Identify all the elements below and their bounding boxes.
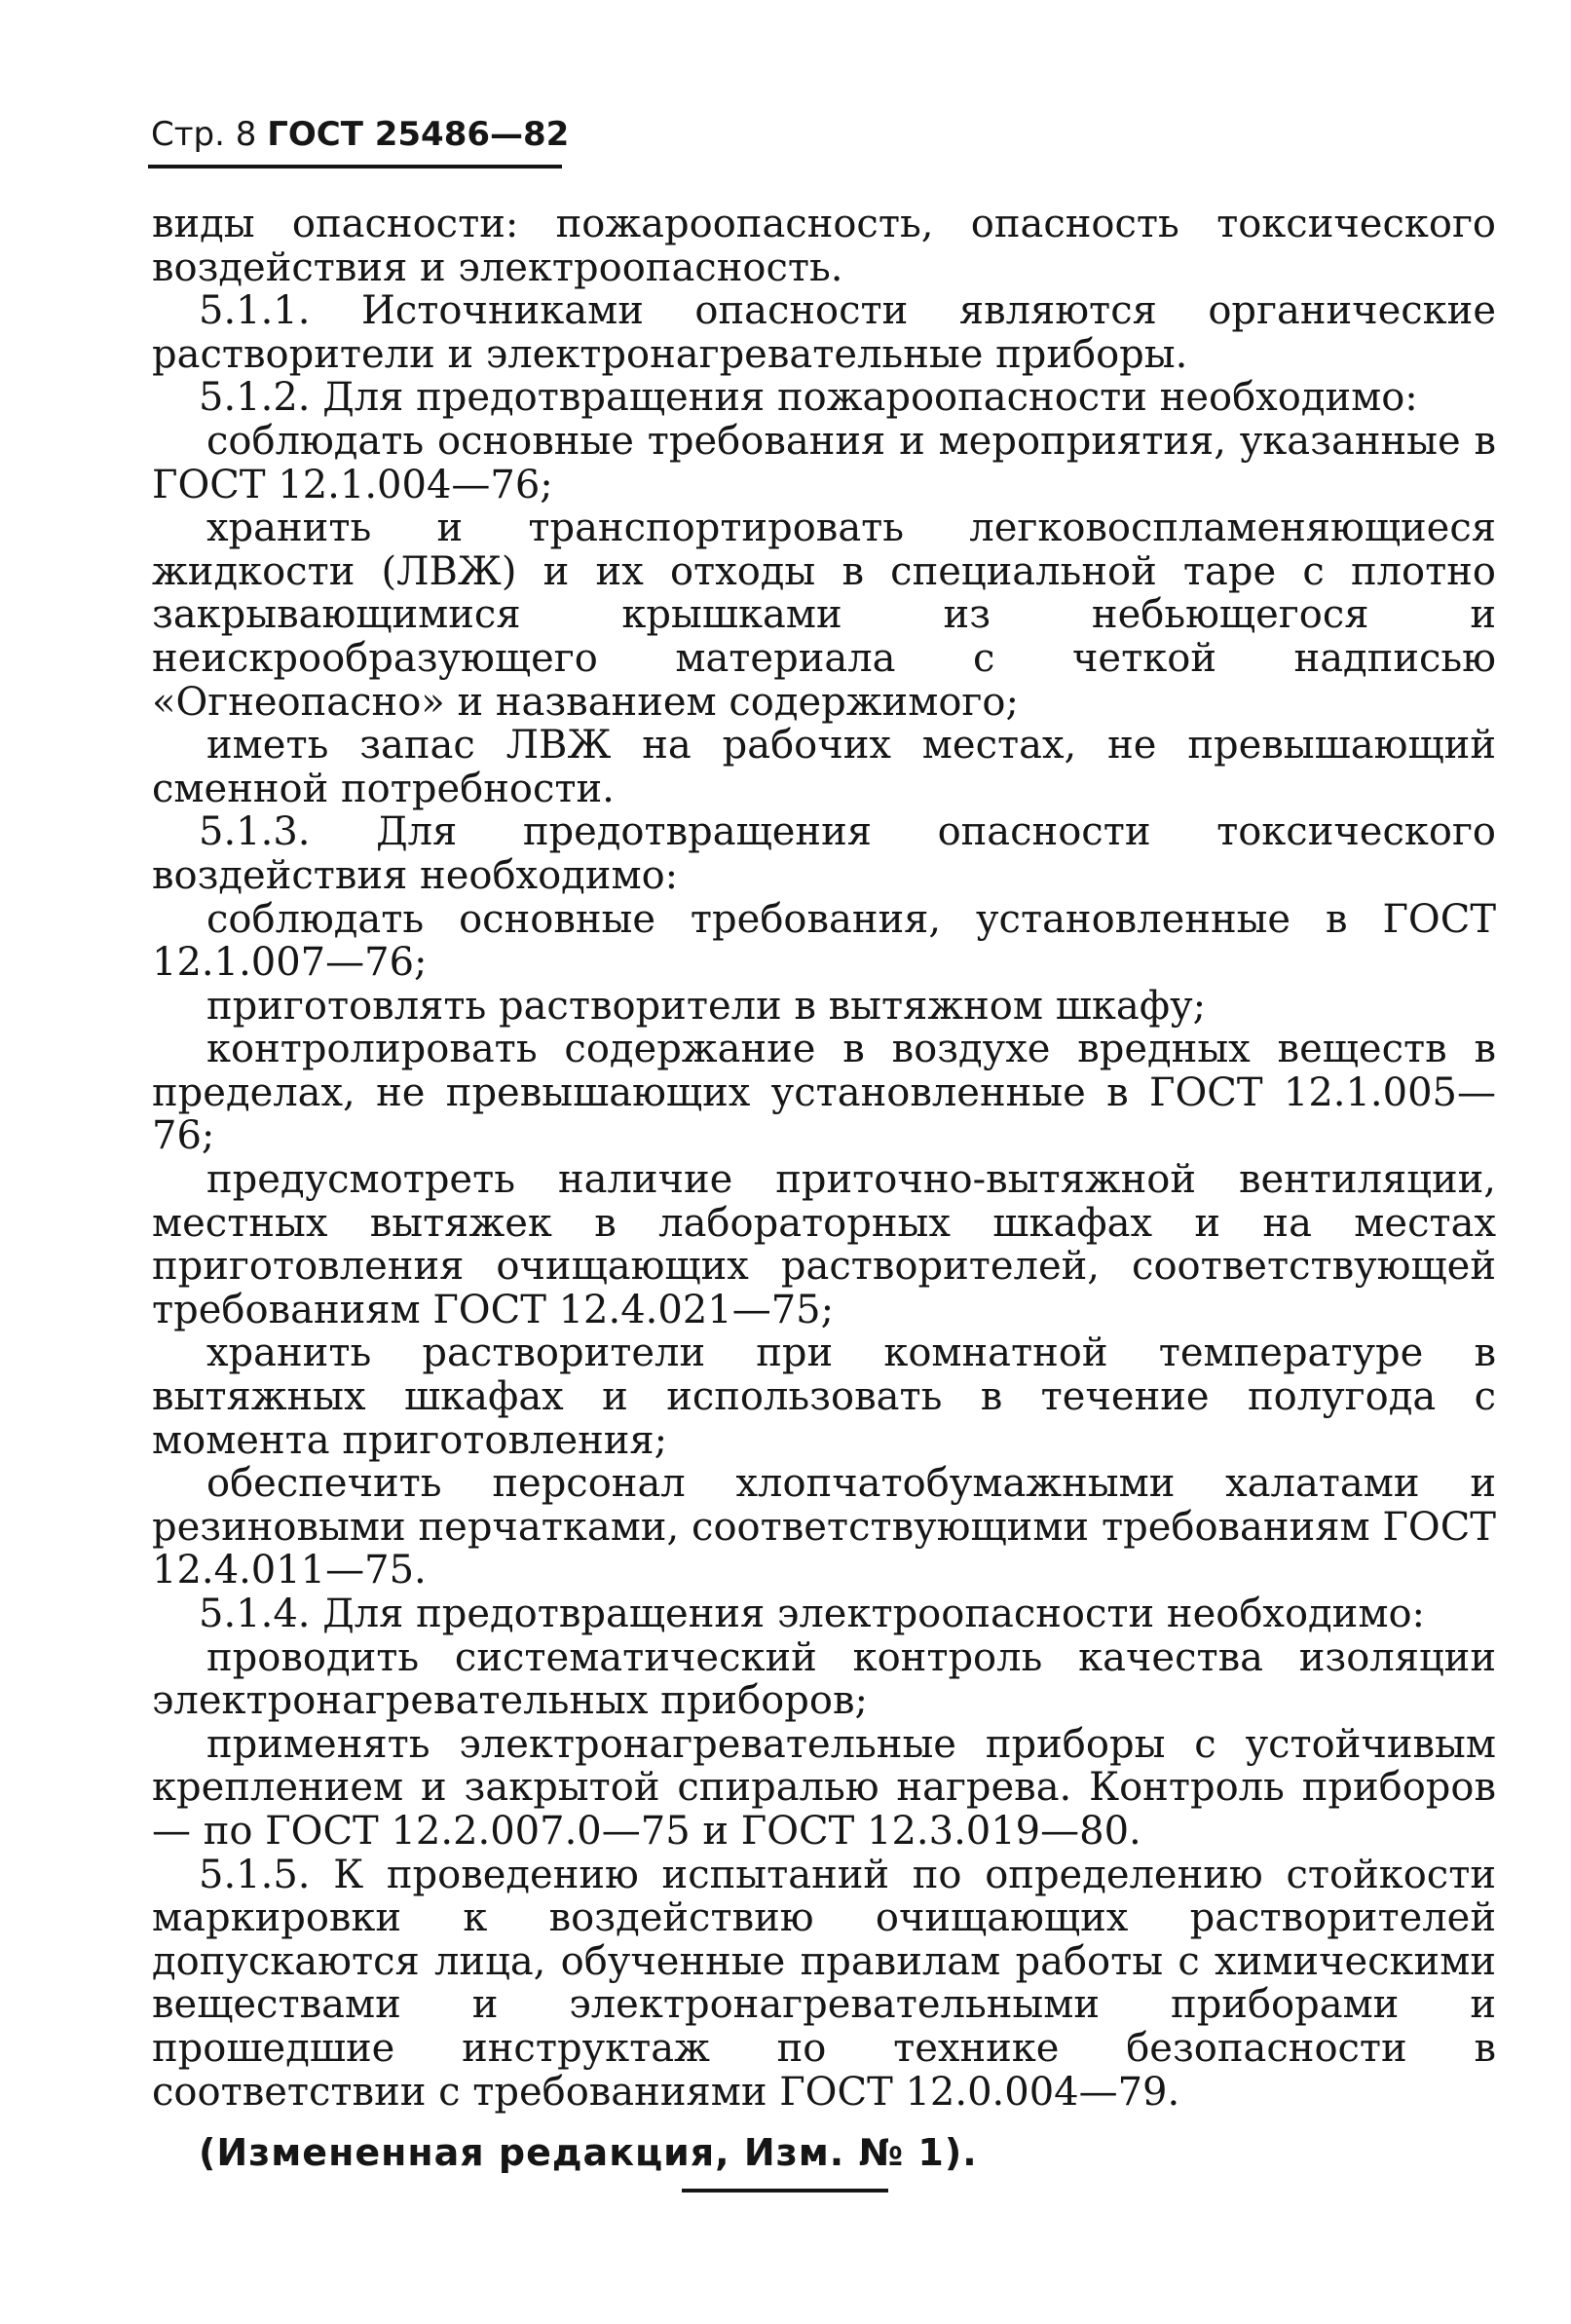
list-item: иметь запас ЛВЖ на рабочих местах, не превышающий сменной потребности. [152,723,1496,811]
clause-5-1-2: 5.1.2. Для предотвращения пожароопасности необходимо: [199,375,1418,421]
body-text [152,203,1496,2175]
list-item: хранить растворители при комнатной температуре в вытяжных шкафах и использовать в течение полугода с момента приготовления; [152,1331,1496,1463]
paragraph-continuation: виды опасности: пожароопасность, опасность токсического воздействия и электроопасность. [152,202,1496,290]
amendment-note: (Измененная редакция, Изм. № 1). [199,2131,978,2175]
list-item: предусмотреть наличие приточно-вытяжной вентиляции, местных вытяжек в лабораторных шкафах и на местах приготовления очищающих растворителей, соответствующей требованиям ГОСТ 12.4.021—75; [152,1157,1496,1332]
clause-5-1-5: 5.1.5. К проведению испытаний по определению стойкости маркировки к воздействию очищающих растворителей допускаются лица, обученные правилам работы с химическими веществами и электронагревательными приборами и прошедшие инструктаж по технике безопасности в соответствии с требованиями ГОСТ 12.0.004—79. [152,1852,1496,2115]
clause-5-1-3: 5.1.3. Для предотвращения опасности токсического воздействия необходимо: [152,809,1496,898]
list-item: соблюдать основные требования и мероприятия, указанные в ГОСТ 12.1.004—76; [152,418,1496,507]
page-header [151,115,569,154]
clause-5-1-1: 5.1.1. Источниками опасности являются органические растворители и электронагревательные приборы. [152,288,1496,377]
list-item: хранить и транспортировать легковоспламеняющиеся жидкости (ЛВЖ) и их отходы в специальной таре с плотно закрывающимися крышками из небьющегося и неискрообразующего материала с четкой надписью «Огнеопасно» и названием содержимого; [152,506,1496,725]
list-item: обеспечить персонал хлопчатобумажными халатами и резиновыми перчатками, соответствующими требованиям ГОСТ 12.4.011—75. [152,1461,1496,1593]
standard-code: ГОСТ 25486—82 [267,115,570,154]
header-divider [148,165,562,169]
list-item: контролировать содержание в воздухе вредных веществ в пределах, не превышающих установленные в ГОСТ 12.1.005—76; [152,1027,1496,1159]
list-item: приготовлять растворители в вытяжном шкафу; [206,983,1207,1029]
list-item: применять электронагревательные приборы с устойчивым креплением и закрытой спиралью нагрева. Контроль приборов — по ГОСТ 12.2.007.0—75 и ГОСТ 12.3.019—80. [152,1721,1496,1854]
clause-5-1-4: 5.1.4. Для предотвращения электроопасности необходимо: [199,1592,1426,1636]
page-number-label: Стр. 8 [151,115,257,154]
end-divider [682,2189,888,2193]
list-item: соблюдать основные требования, установленные в ГОСТ 12.1.007—76; [152,896,1496,986]
list-item: проводить систематический контроль качества изоляции электронагревательных приборов; [152,1634,1496,1724]
